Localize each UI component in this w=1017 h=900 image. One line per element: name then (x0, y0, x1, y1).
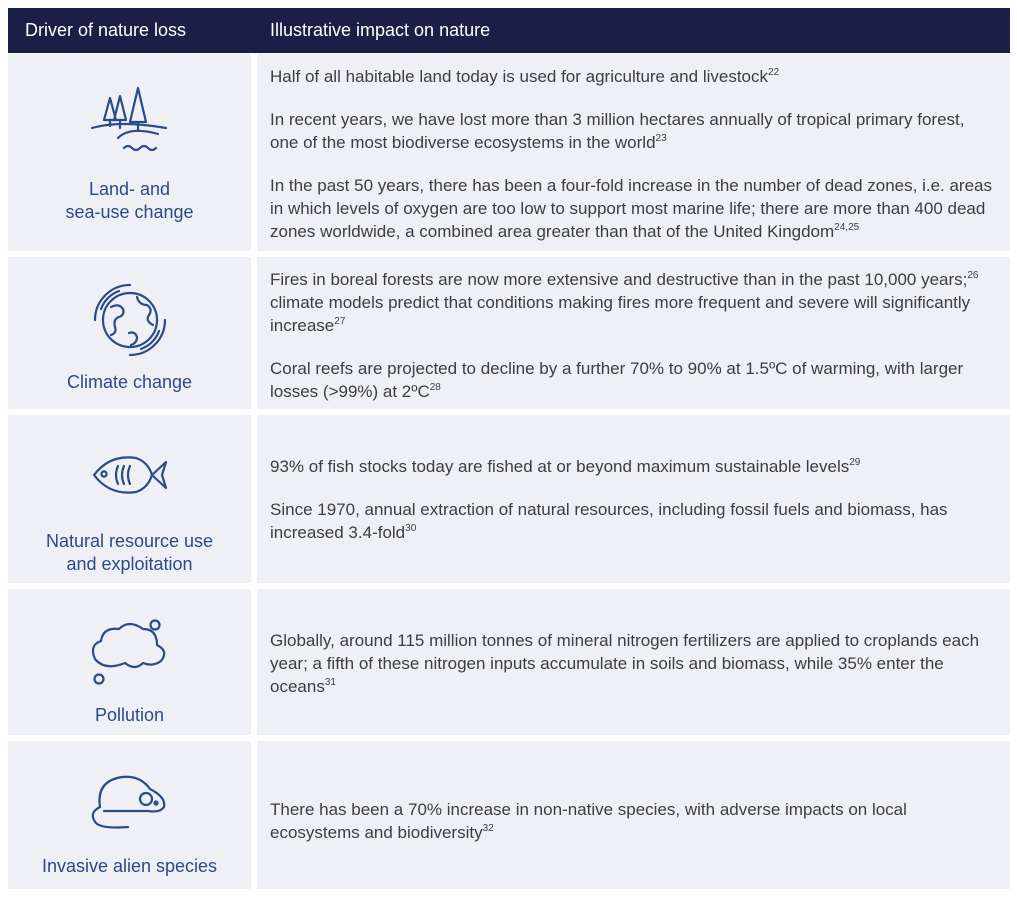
fish-icon (90, 450, 170, 500)
land-sea-icon (90, 86, 170, 154)
driver-label: Land- and sea-use change (65, 179, 194, 222)
table-row (8, 415, 1010, 583)
impact-cell (257, 589, 1010, 735)
driver-cell (8, 415, 251, 583)
header-driver: Driver of nature loss (25, 20, 187, 40)
globe-icon (89, 279, 171, 361)
driver-label: Invasive alien species (41, 856, 218, 876)
impact-text: In recent years, we have lost more than 3 million hectares annually of tropical primary forest, one of the most biodiverse ecosystems in the world$^{23}$ (270, 110, 965, 152)
impact-text: There has been a 70% increase in non-native species, with adverse impacts on local ecosystems and biodiversity$^{32}$ (270, 800, 907, 842)
table-row (8, 257, 1010, 409)
driver-label: Climate change (66, 372, 193, 392)
table-row (8, 589, 1010, 735)
header-impact: Illustrative impact on nature (270, 20, 491, 40)
impact-text: Fires in boreal forests are now more extensive and destructive than in the past 10,000 years;$^{26}$ climate models predict that conditions making fires more frequent and severe will significantly increase$^{27}$ (270, 270, 979, 335)
table-row (8, 54, 1010, 251)
impact-text: In the past 50 years, there has been a four-fold increase in the number of dead zones, i.e. areas in which levels of oxygen are too low to support most marine life; there are more than 400 dead zones worldwide, a combined area greater than that of the United Kingdom$^{24,25}$ (270, 176, 993, 241)
mouse-icon (88, 767, 172, 833)
driver-label: Pollution (94, 705, 165, 725)
impact-cell (257, 257, 1010, 409)
impact-cell (257, 54, 1010, 251)
cloud-pollution-icon (85, 615, 175, 687)
table-row (8, 741, 1010, 889)
nature-loss-table (8, 8, 1010, 876)
table-header (8, 8, 1010, 53)
impact-cell (257, 415, 1010, 583)
driver-cell (8, 741, 251, 889)
driver-cell (8, 54, 251, 251)
impact-text: Coral reefs are projected to decline by a further 70% to 90% at 1.5ºC of warming, with larger losses (>99%) at 2ºC$^{28}$ (270, 359, 964, 401)
driver-cell (8, 257, 251, 409)
driver-cell (8, 589, 251, 735)
impact-text: Half of all habitable land today is used for agriculture and livestock$^{22}$ (270, 67, 780, 86)
impact-text: 93% of fish stocks today are fished at or beyond maximum sustainable levels$^{29}$ (270, 457, 861, 476)
impact-cell (257, 741, 1010, 889)
driver-label: Natural resource use and exploitation (45, 531, 214, 574)
impact-text: Globally, around 115 million tonnes of mineral nitrogen fertilizers are applied to croplands each year; a fifth of these nitrogen inputs accumulate in soils and biomass, while 35% enter the oceans$^{31}$ (270, 631, 980, 696)
impact-text: Since 1970, annual extraction of natural resources, including fossil fuels and biomass, has increased 3.4-fold$^{30}$ (270, 500, 948, 542)
